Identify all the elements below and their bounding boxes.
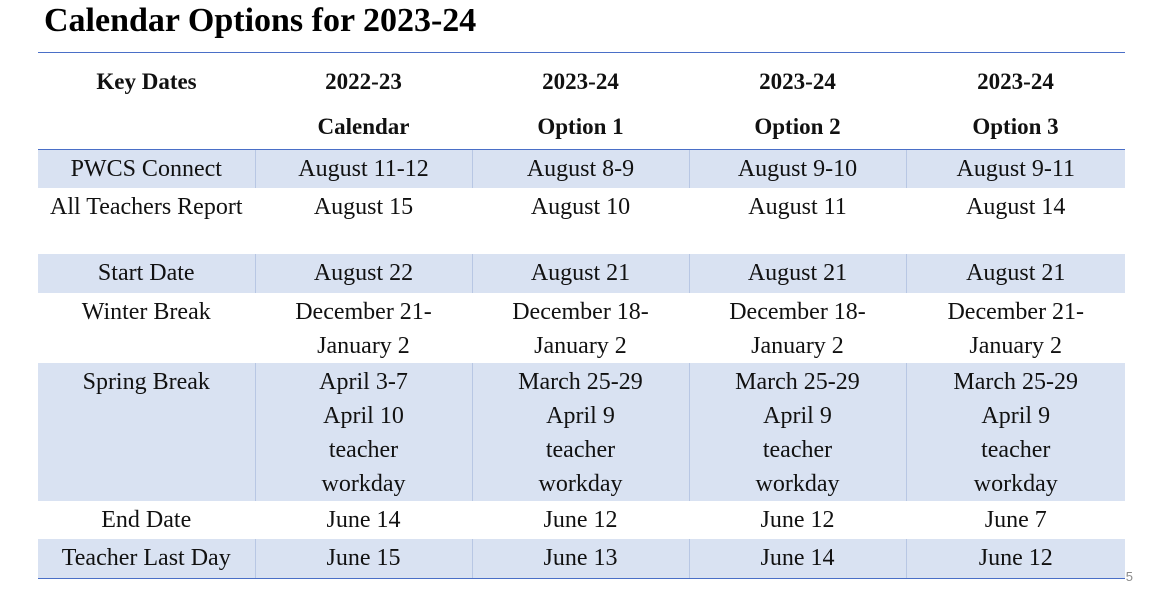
cell-line: August 21 [747, 260, 848, 286]
cell-line: December 18- [512, 299, 649, 325]
cell-line: June 14 [326, 507, 401, 533]
table-cell [472, 254, 689, 293]
table-body [38, 150, 1125, 579]
cell-line: December 18- [729, 299, 866, 325]
column-header-line: 2023-24 [759, 69, 836, 94]
cell-line: teacher [545, 437, 616, 463]
row-label: Spring Break [38, 363, 255, 501]
table-cell [472, 539, 689, 579]
cell-line: January 2 [534, 333, 627, 359]
table-cell [689, 501, 906, 539]
cell-line: August 10 [530, 194, 631, 220]
calendar-options-table [38, 53, 1125, 579]
table-cell [906, 501, 1125, 539]
cell-line: workday [321, 471, 406, 497]
table-cell [906, 363, 1125, 501]
cell-line: April 9 [763, 403, 832, 429]
cell-line: August 15 [313, 194, 414, 220]
row-label: End Date [101, 507, 192, 533]
table-row [38, 501, 1125, 539]
column-header-2022-23-calendar [255, 53, 472, 150]
table-row [38, 188, 1125, 254]
column-header-option-1 [472, 53, 689, 150]
cell-line: August 8-9 [526, 156, 635, 182]
table-cell [689, 188, 906, 254]
table-cell [689, 150, 906, 189]
row-label: Teacher Last Day [38, 539, 255, 579]
table-cell [689, 254, 906, 293]
table-cell [472, 150, 689, 189]
cell-line: April 3-7 [319, 369, 408, 395]
cell-line: teacher [762, 437, 833, 463]
cell-line: April 9 [981, 403, 1051, 429]
page-title: Calendar Options for 2023-24 [44, 2, 477, 39]
cell-line: teacher [328, 437, 399, 463]
table-cell [689, 363, 906, 501]
cell-line: workday [755, 471, 840, 497]
cell-line: April 9 [546, 403, 615, 429]
cell-line: teacher [981, 437, 1051, 463]
table-row [38, 539, 1125, 579]
cell-line: August 9-10 [737, 156, 858, 182]
column-header-key-dates [38, 53, 255, 150]
table-cell [472, 363, 689, 501]
header-row [38, 53, 1125, 150]
cell-line: August 11-12 [298, 156, 429, 182]
column-header-line: 2023-24 [977, 69, 1054, 94]
cell-line: June 15 [326, 545, 401, 571]
table-cell [255, 539, 472, 579]
table-row [38, 254, 1125, 293]
cell-line: January 2 [969, 333, 1063, 359]
row-label: Winter Break [81, 299, 211, 325]
table-cell [255, 293, 472, 363]
table-row [38, 293, 1125, 363]
cell-line: March 25-29 [518, 369, 643, 395]
cell-line: workday [538, 471, 623, 497]
cell-line: June 12 [978, 545, 1053, 571]
cell-line: June 7 [984, 507, 1047, 533]
column-header-line: 2023-24 [542, 69, 619, 94]
cell-line: workday [973, 471, 1058, 497]
table-cell [906, 254, 1125, 293]
column-header-line: Option 1 [537, 114, 624, 139]
column-header-line: Option 3 [972, 114, 1059, 139]
table-cell [255, 501, 472, 539]
cell-line: January 2 [317, 333, 410, 359]
table-cell [472, 293, 689, 363]
cell-line: August 9-11 [956, 156, 1075, 182]
column-header-option-3 [906, 53, 1125, 150]
table-cell [255, 363, 472, 501]
table-cell [906, 188, 1125, 254]
table-cell [906, 150, 1125, 189]
cell-line: March 25-29 [953, 369, 1079, 395]
row-label: All Teachers Report [50, 194, 243, 220]
cell-line: June 12 [760, 507, 835, 533]
table-cell [472, 501, 689, 539]
table-cell [255, 254, 472, 293]
table-cell [255, 150, 472, 189]
table-cell [906, 539, 1125, 579]
cell-line: December 21- [295, 299, 432, 325]
cell-line: August 21 [966, 260, 1066, 286]
row-label: Start Date [38, 254, 255, 293]
table-row [38, 363, 1125, 501]
cell-line: August 14 [966, 194, 1066, 220]
column-header-line: Calendar [317, 114, 410, 139]
table-cell [689, 293, 906, 363]
cell-line: March 25-29 [735, 369, 860, 395]
page-number: 5 [1125, 569, 1133, 584]
cell-line: June 13 [543, 545, 618, 571]
row-label: PWCS Connect [38, 150, 255, 189]
cell-line: April 10 [323, 403, 404, 429]
cell-line: June 14 [760, 545, 835, 571]
table-cell [906, 293, 1125, 363]
column-header-line: 2022-23 [325, 69, 402, 94]
column-header-line: Option 2 [754, 114, 841, 139]
cell-line: August 11 [748, 194, 847, 220]
cell-line: January 2 [751, 333, 844, 359]
cell-line: August 21 [530, 260, 631, 286]
cell-line: December 21- [947, 299, 1085, 325]
table-row [38, 150, 1125, 189]
column-header-line: Key Dates [96, 69, 197, 94]
cell-line: August 22 [313, 260, 414, 286]
column-header-option-2 [689, 53, 906, 150]
cell-line: June 12 [543, 507, 618, 533]
table-cell [689, 539, 906, 579]
table-cell [255, 188, 472, 254]
table-cell [472, 188, 689, 254]
